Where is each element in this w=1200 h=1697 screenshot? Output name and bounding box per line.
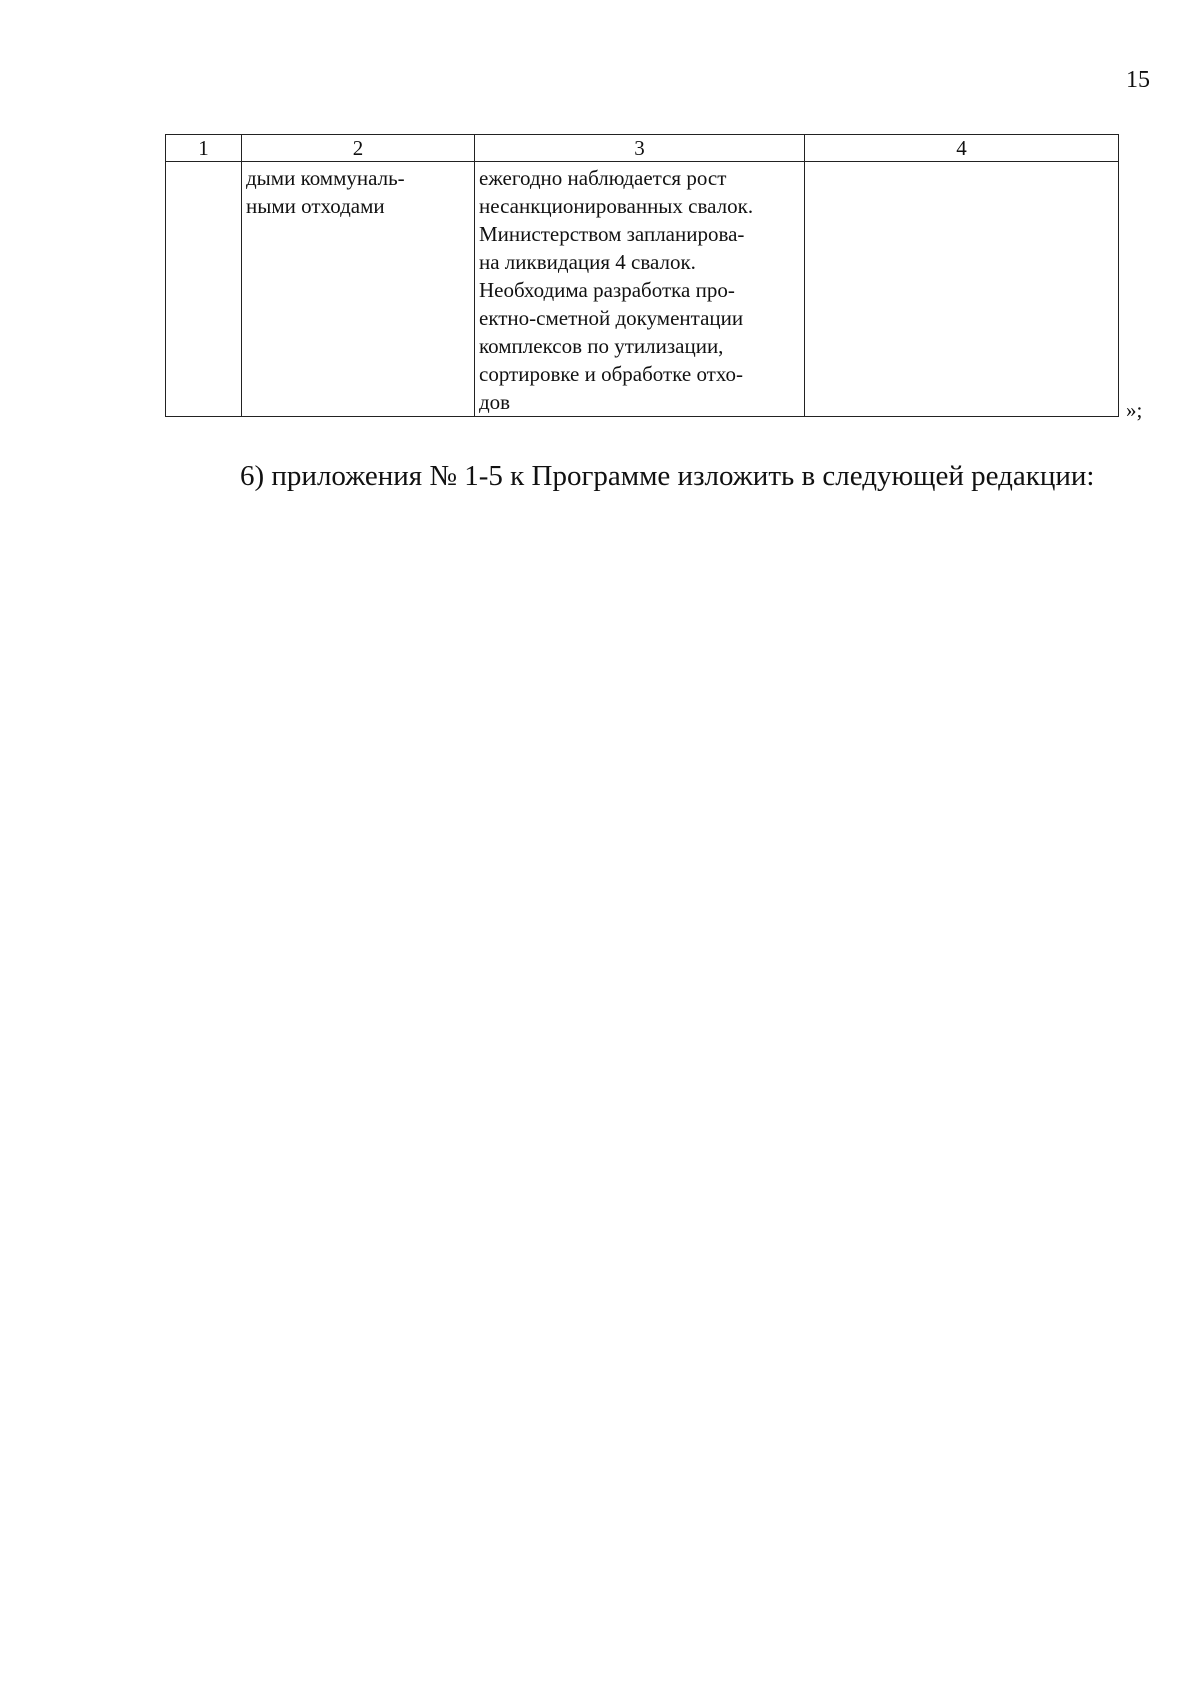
- cell-text-col2: дыми коммуналь- ными отходами: [246, 166, 405, 218]
- table-cell-col4: [805, 162, 1119, 417]
- cell-text-col1: [166, 162, 241, 164]
- table-cell-col1: [166, 162, 242, 417]
- column-number-3: 3: [475, 135, 805, 162]
- cell-text-col3: ежегодно наблюдается рост несанкционированных свалок. Министерством запланирова- на ликвидация 4 свалок. Необходима разработка про- ектно-сметной документации комплексов по утилизации, сортировке и обработке отхо- дов: [479, 166, 754, 414]
- page-number: 15: [1126, 67, 1150, 93]
- column-number-4: 4: [805, 135, 1119, 162]
- table-header-row: [166, 135, 1119, 162]
- column-number-2: 2: [242, 135, 475, 162]
- table-cell-col3: [475, 162, 805, 417]
- amendment-paragraph: 6) приложения № 1-5 к Программе изложить в следующей редакции:: [240, 460, 1095, 492]
- cell-text-col4: [805, 162, 1118, 164]
- table-cell-col2: [242, 162, 475, 417]
- closing-quote-mark: »;: [1126, 398, 1143, 422]
- program-table: [165, 134, 1119, 417]
- column-number-1: 1: [166, 135, 242, 162]
- table-row: [166, 162, 1119, 417]
